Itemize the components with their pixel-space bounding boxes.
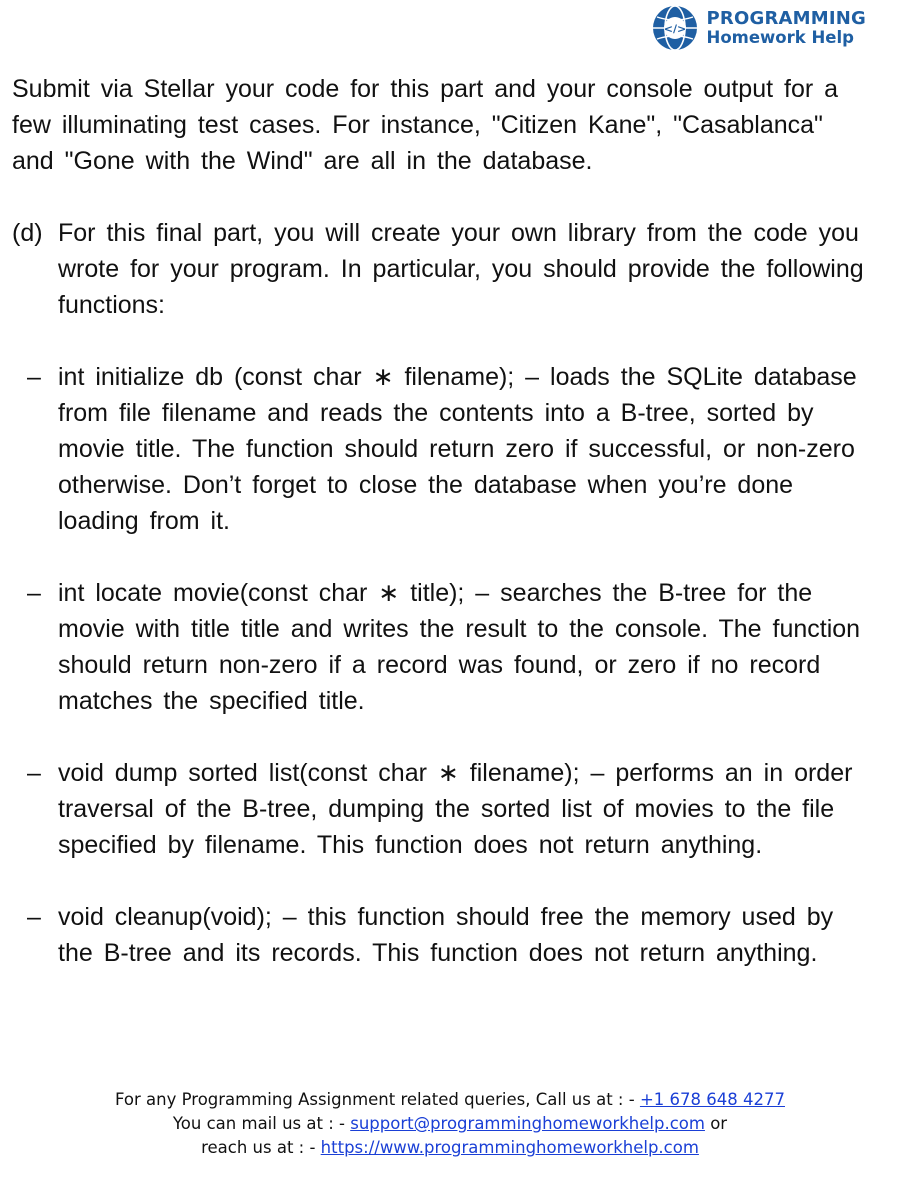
globe-code-icon: [651, 4, 699, 52]
bullet-cleanup: [12, 899, 867, 971]
part-d-text: For this final part, you will create your own library from the code you wrote for your program. In particular, you should provide the following functions:: [58, 219, 864, 319]
bullet-locate-movie: [12, 575, 867, 719]
bullet-text: int locate movie(const char ∗ title); – searches the B-tree for the movie with title title and writes the result to the console. The function should return non-zero if a record was found, or zero if no record matches the specified title.: [58, 579, 861, 715]
brand-line2: Homework Help: [706, 27, 854, 47]
bullet-dump-sorted-list: [12, 755, 867, 863]
bullet-dash: –: [27, 759, 41, 787]
brand-line1: PROGRAMMING: [706, 7, 866, 29]
footer-phone-prefix: For any Programming Assignment related queries, Call us at : -: [115, 1090, 640, 1109]
footer-line-email: [0, 1112, 900, 1136]
intro-paragraph: Submit via Stellar your code for this part and your console output for a few illuminating test cases. For instance, "Citizen Kane", "Casablanca" and "Gone with the Wind" are all in the database.: [12, 75, 839, 175]
part-d-label: (d): [12, 219, 43, 247]
footer-email-prefix: You can mail us at : -: [172, 1114, 351, 1133]
footer-email-suffix: or: [704, 1114, 728, 1133]
bullet-text: void cleanup(void); – this function should free the memory used by the B-tree and its records. This function does not return anything.: [58, 903, 834, 967]
brand-wordmark: [707, 9, 866, 48]
bullet-dash: –: [27, 579, 41, 607]
brand-mark-text: </>: [663, 22, 686, 36]
bullet-text: void dump sorted list(const char ∗ filename); – performs an in order traversal of the B-tree, dumping the sorted list of movies to the file specified by filename. This function does not return anything.: [58, 759, 853, 859]
footer-website-prefix: reach us at : -: [201, 1138, 321, 1157]
bullet-dash: –: [27, 363, 41, 391]
bullet-dash: –: [27, 903, 41, 931]
brand-logo: [651, 4, 866, 52]
footer-line-website: [0, 1136, 900, 1160]
bullet-initialize-db: [12, 359, 867, 539]
phone-link[interactable]: +1 678 648 4277: [639, 1090, 785, 1109]
email-link[interactable]: support@programminghomeworkhelp.com: [350, 1114, 705, 1133]
bullet-text: int initialize db (const char ∗ filename); – loads the SQLite database from file filename and reads the contents into a B-tree, sorted by movie title. The function should return zero if successful, or non-zero otherwise. Don’t forget to close the database when you’re done loading from it.: [58, 363, 857, 535]
footer-line-phone: [0, 1088, 900, 1112]
contact-footer: [0, 1088, 900, 1160]
part-d-paragraph: [12, 215, 867, 323]
website-link[interactable]: https://www.programminghomeworkhelp.com: [320, 1138, 699, 1157]
document-body: [12, 71, 867, 971]
